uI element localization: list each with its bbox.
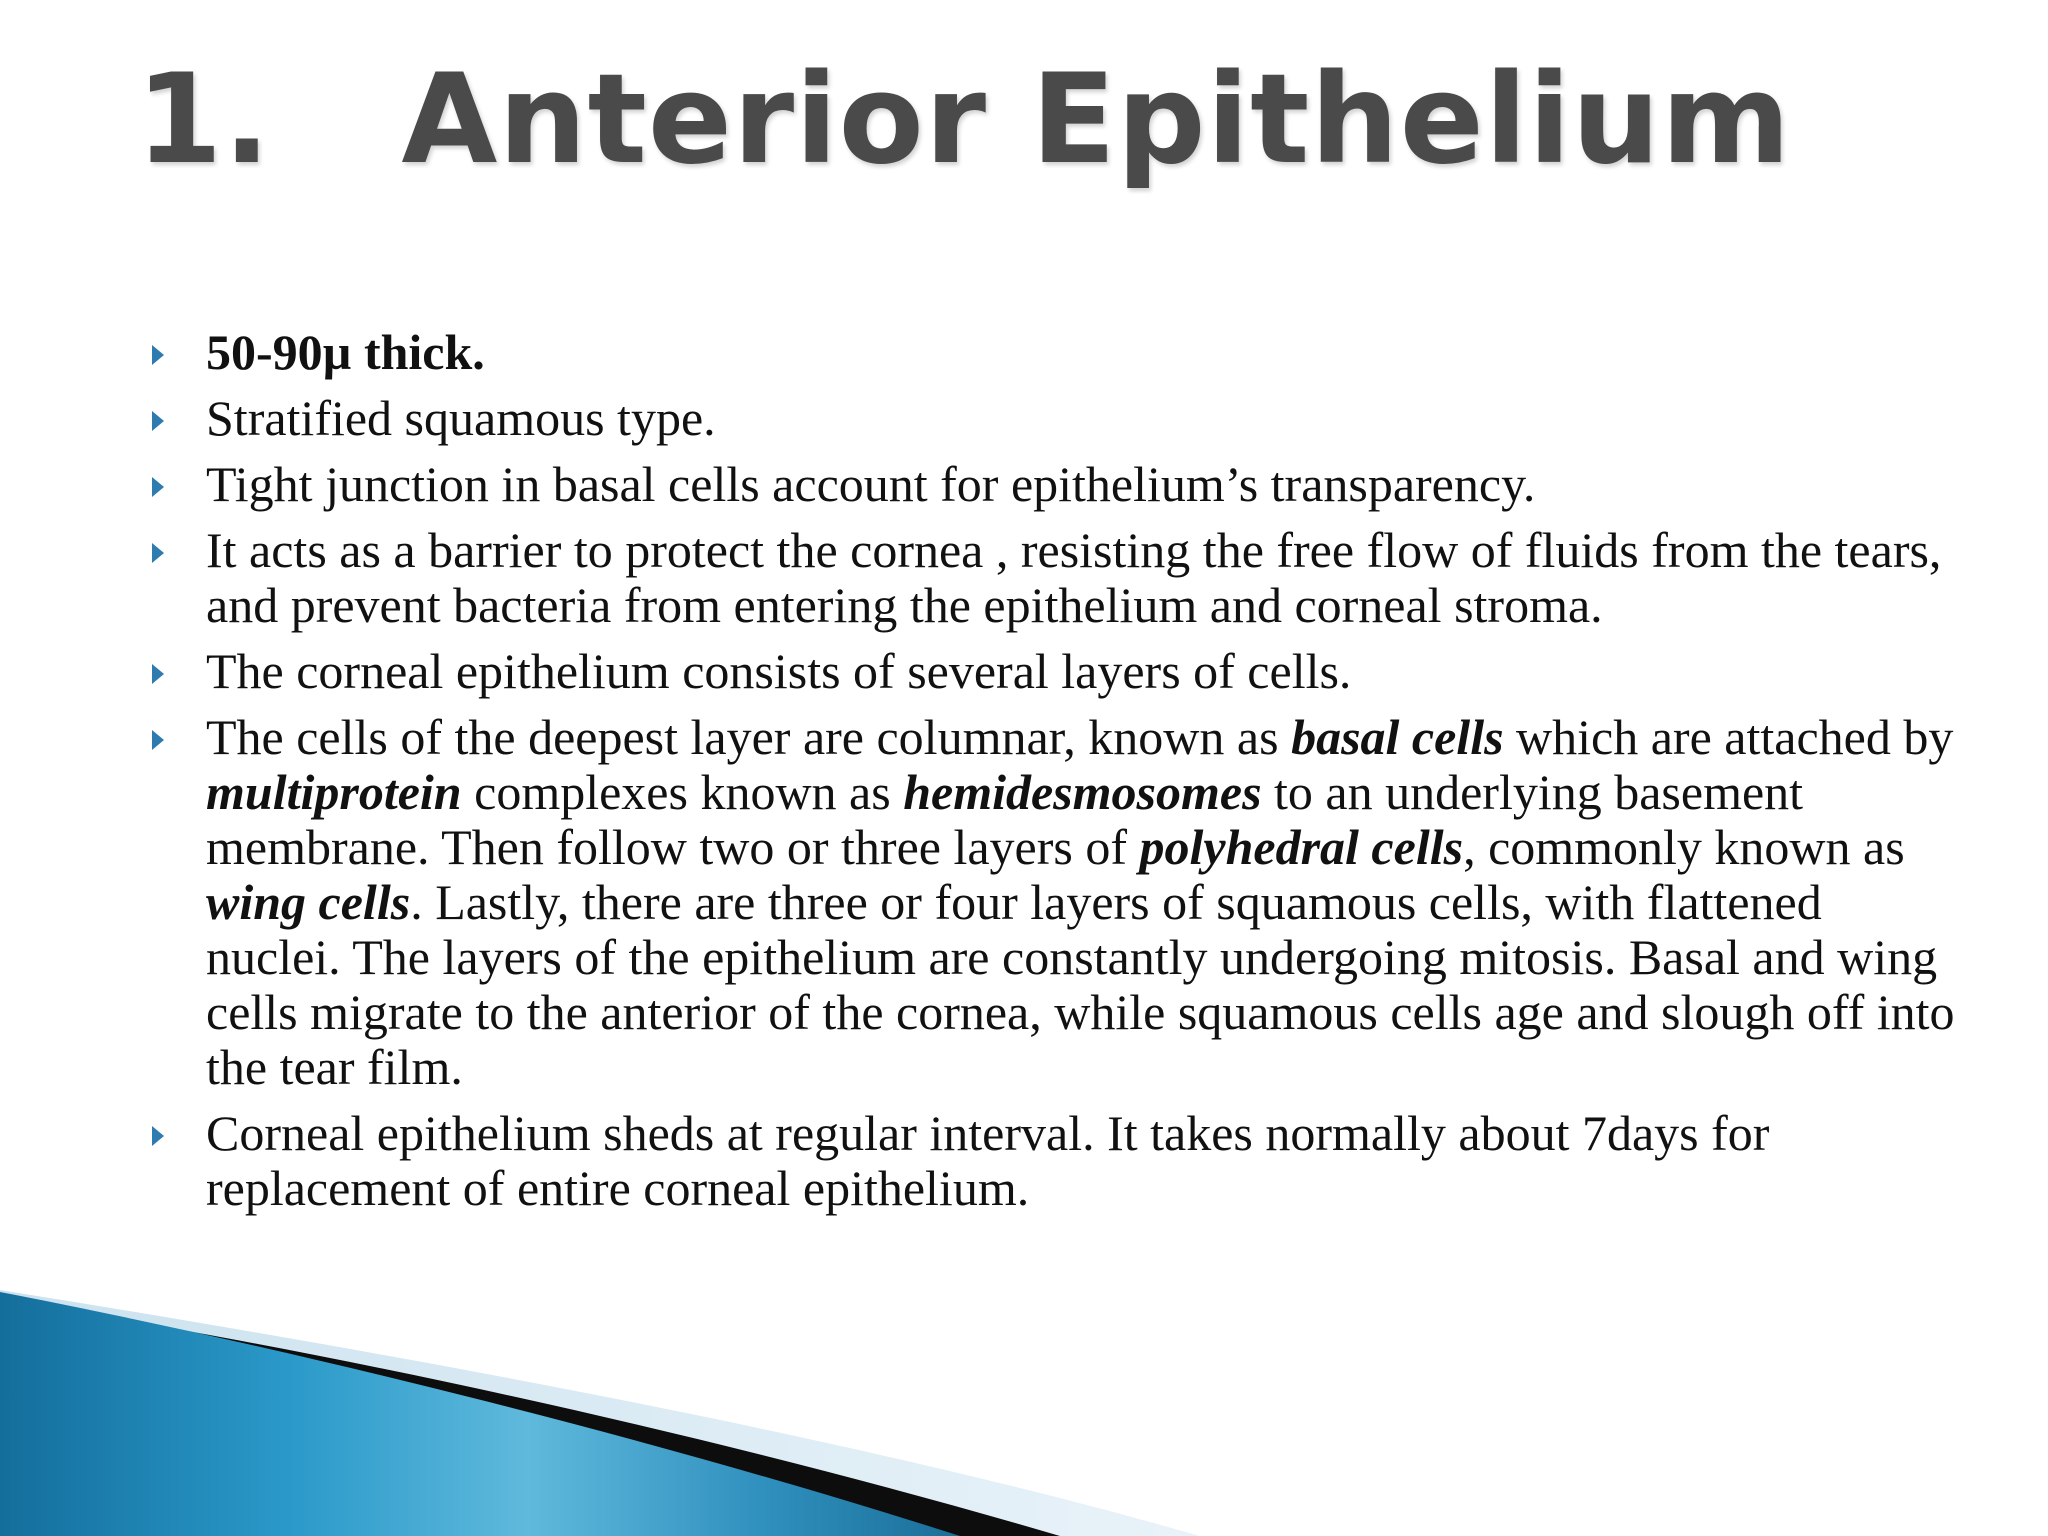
bullet-text: Tight junction in basal cells account for epithelium’s transparency. <box>206 456 1536 512</box>
title-number: 1. <box>136 48 272 192</box>
bullet-item-shedding <box>140 1106 1960 1216</box>
triangle-bullet-icon <box>152 543 164 563</box>
bullet-text-segment: , commonly known as <box>1463 819 1905 875</box>
bullet-text: The corneal epithelium consists of several layers of cells. <box>206 643 1352 699</box>
bullet-text-segment: . Lastly, there are three or four layers of squamous cells, with flattened nuclei. The layers of the epithelium are constantly undergoing mitosis. Basal and wing cells migrate to the anterior of the cornea, while squamous cells age and slough off into the tear film. <box>206 874 1955 1095</box>
bullet-text: Stratified squamous type. <box>206 390 716 446</box>
bullet-text-segment: which are attached by <box>1503 709 1954 765</box>
bullet-text: 50-90µ thick. <box>206 324 485 380</box>
triangle-bullet-icon <box>152 411 164 431</box>
term-polyhedral-cells: polyhedral cells <box>1139 819 1464 875</box>
bullet-text-segment: The cells of the deepest layer are columnar, known as <box>206 709 1292 765</box>
term-hemidesmosomes: hemidesmosomes <box>903 764 1262 820</box>
bullet-item-thickness <box>140 325 1960 380</box>
term-wing-cells: wing cells <box>206 874 411 930</box>
triangle-bullet-icon <box>152 664 164 684</box>
title-text: Anterior Epithelium <box>401 48 1792 192</box>
bullet-text: It acts as a barrier to protect the cornea , resisting the free flow of fluids from the tears, and prevent bacteria from entering the epithelium and corneal stroma. <box>206 522 1942 633</box>
term-multiprotein: multiprotein <box>206 764 462 820</box>
wave-light-band <box>0 1290 1200 1536</box>
bullet-list <box>140 325 1960 1227</box>
wave-dark-band <box>0 1300 1060 1536</box>
triangle-bullet-icon <box>152 730 164 750</box>
bullet-item-cell-layers-detail <box>140 710 1960 1095</box>
triangle-bullet-icon <box>152 477 164 497</box>
slide-title <box>136 48 1792 192</box>
bullet-item-layers <box>140 644 1960 699</box>
bullet-item-tight-junction <box>140 457 1960 512</box>
bullet-text: Corneal epithelium sheds at regular interval. It takes normally about 7days for replacement of entire corneal epithelium. <box>206 1105 1770 1216</box>
triangle-bullet-icon <box>152 1126 164 1146</box>
bullet-item-type <box>140 391 1960 446</box>
wave-blue-band <box>0 1292 960 1536</box>
bullet-text-segment: to an underlying basement membrane. Then follow two or three layers of <box>206 764 1804 875</box>
triangle-bullet-icon <box>152 345 164 365</box>
bullet-item-barrier <box>140 523 1960 633</box>
term-basal-cells: basal cells <box>1291 709 1504 765</box>
bullet-text-segment: complexes known as <box>461 764 904 820</box>
